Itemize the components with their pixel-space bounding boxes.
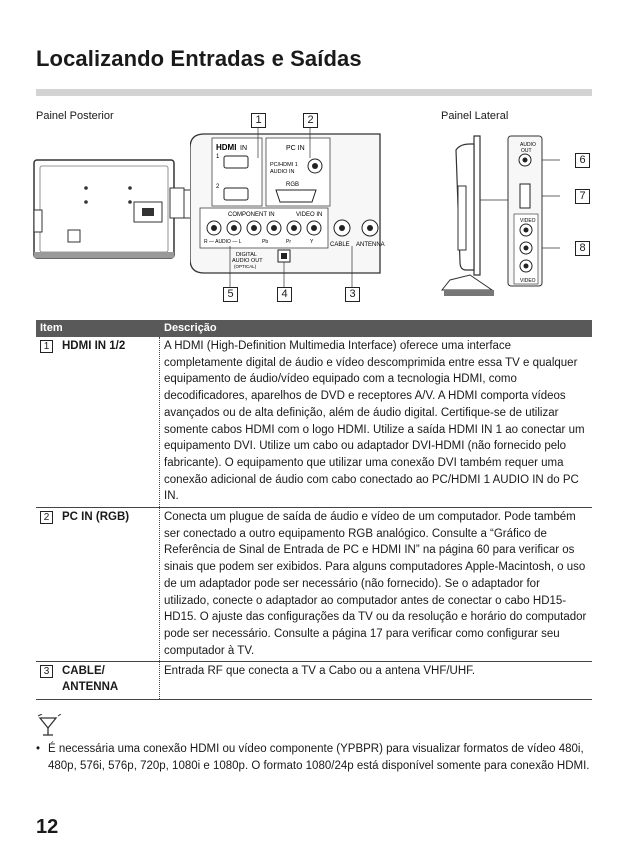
svg-text:R — AUDIO — L: R — AUDIO — L (204, 239, 242, 245)
title-rule (36, 89, 592, 96)
svg-text:RGB: RGB (286, 182, 300, 188)
callout-4: 4 (277, 287, 292, 302)
note (36, 741, 592, 774)
rear-panel-label: Painel Posterior (36, 110, 114, 122)
svg-text:(OPTICAL): (OPTICAL) (234, 264, 257, 269)
row-number: 2 (40, 511, 53, 524)
table-row (36, 337, 592, 508)
row-item: PC IN (RGB) (62, 511, 130, 524)
svg-text:OUT: OUT (521, 148, 532, 154)
tv-side-illustration (440, 130, 590, 302)
svg-text:AUDIO OUT: AUDIO OUT (232, 258, 263, 264)
svg-text:PC/HDMI 1: PC/HDMI 1 (270, 162, 298, 168)
table-header (36, 320, 592, 337)
svg-text:Pb: Pb (262, 239, 269, 245)
row-description: Conecta um plugue de saída de áudio e vídeo de um computador. Pode também ser conectado a outro equipamento RGB analógico. Consulte a “Gráfico de Referência de Sinal de Entrada de PC e HDMI IN” na página 60 para verificar os sinais que podem ser exibidos. Para alguns computadores Apple-Macintosh, o uso de um adaptador pode ser necessário (não fornecido). Se o adaptador for utilizado, conecte o adaptador ao computador antes de conectar o cabo HD15-HD15. O ajuste das configurações da TV ou da resolução e horário do computador pode ser necessário. Consulte a página 17 para verificar como configurar seu computador à TV. (164, 511, 587, 657)
tv-rear-illustration (30, 150, 190, 285)
svg-text:VIDEO: VIDEO (520, 218, 536, 224)
svg-text:AUDIO: AUDIO (520, 142, 536, 148)
page-number: 12 (36, 816, 59, 838)
svg-text:ANTENNA: ANTENNA (356, 242, 385, 248)
callout-3: 3 (345, 287, 360, 302)
header-description: Descrição (164, 322, 217, 334)
svg-text:1: 1 (216, 154, 220, 160)
page-title: Localizando Entradas e Saídas (36, 46, 362, 71)
callout-6: 6 (575, 153, 590, 168)
table-row (36, 662, 592, 700)
svg-text:DIGITAL: DIGITAL (236, 252, 257, 258)
callout-5: 5 (223, 287, 238, 302)
connector-panel (190, 128, 390, 288)
header-item: Item (40, 322, 63, 334)
row-item: CABLE/ ANTENNA (62, 665, 119, 694)
svg-text:Y: Y (310, 239, 314, 245)
row-item: HDMI IN 1/2 (62, 340, 126, 352)
tip-icon (36, 714, 62, 738)
svg-text:VIDEO: VIDEO (520, 278, 536, 284)
hdmi-in-label: IN (240, 145, 247, 152)
row-description: A HDMI (High-Definition Multimedia Interface) oferece uma interface completamente digital de áudio e vídeo descomprimida entre essa TV e qualquer equipamento de áudio/vídeo equipado com a tecnologia HDMI, como decodificadores, aparelhos de DVD e receptores A/V. A HDMI comporta vídeos avançados ou de alta definição, além de áudio digital. Certifique-se de utilizar somente cabos HDMI com o logo HDMI. Utilize a saída HDMI IN 1 ao conectar um equipamento DVI. Utilize um cabo ou adaptador DVI-HDMI (não fornecido pelo fabricante). O equipamento que utilizar uma conexão DVI também requer uma conexão adicional de áudio com cabo conectado ao PC/HDMI 1 AUDIO IN do PC IN. (164, 340, 585, 503)
svg-text:HDMI: HDMI (216, 143, 237, 152)
svg-text:2: 2 (216, 184, 220, 190)
callout-2: 2 (303, 113, 318, 128)
svg-text:VIDEO IN: VIDEO IN (296, 212, 323, 218)
svg-text:PC IN: PC IN (286, 145, 305, 152)
svg-text:COMPONENT IN: COMPONENT IN (228, 212, 275, 218)
row-description: Entrada RF que conecta a TV a Cabo ou a antena VHF/UHF. (164, 665, 476, 678)
side-panel-label: Painel Lateral (441, 110, 509, 122)
svg-text:AUDIO IN: AUDIO IN (270, 169, 295, 175)
callout-1: 1 (251, 113, 266, 128)
ports-table (36, 320, 592, 700)
bullet-icon: • (36, 743, 41, 755)
row-number: 1 (40, 340, 53, 353)
callout-8: 8 (575, 241, 590, 256)
row-number: 3 (40, 665, 53, 678)
note-text: É necessária uma conexão HDMI ou vídeo componente (YPBPR) para visualizar formatos de vídeo 480i, 480p, 576i, 576p, 720p, 1080i e 1080p. O formato 1080/24p está disponível somente para conexão HDMI. (48, 743, 590, 772)
callout-7: 7 (575, 189, 590, 204)
svg-text:Pr: Pr (286, 239, 291, 245)
svg-text:CABLE: CABLE (330, 242, 350, 248)
table-row (36, 508, 592, 662)
